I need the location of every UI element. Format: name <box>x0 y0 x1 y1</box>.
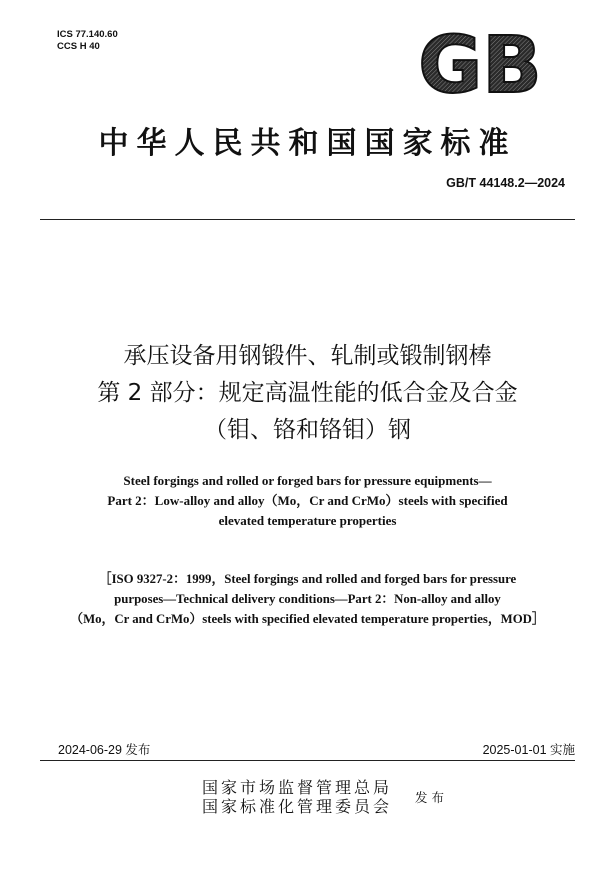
iso-reference <box>30 569 585 629</box>
iso-reference-line-2: purposes—Technical delivery conditions—Part 2：Non-alloy and alloy <box>114 592 501 606</box>
national-standard-title: 中华人民共和国国家标准 <box>98 126 517 161</box>
implementation-date: 2025-01-01 实施 <box>482 743 575 757</box>
ccs-code: CCS H 40 <box>57 41 100 52</box>
chinese-title-line-2: 第 2 部分：规定高温性能的低合金及合金 <box>97 380 518 406</box>
ics-code: ICS 77.140.60 <box>57 29 118 40</box>
chinese-title-line-1: 承压设备用钢锻件、轧制或锻制钢棒 <box>123 343 492 369</box>
gb-logo <box>412 26 548 100</box>
issue-date: 2024-06-29 发布 <box>58 743 151 757</box>
issuing-authorities <box>202 778 392 816</box>
english-title-line-2: Part 2：Low-alloy and alloy（Mo，Cr and CrMo）steels with specified <box>107 493 508 508</box>
iso-reference-line-1: ［ISO 9327-2：1999，Steel forgings and rolled and forged bars for pressure <box>98 572 517 586</box>
chinese-title-line-3: （钼、铬和铬钼）钢 <box>204 417 411 443</box>
english-title <box>30 471 585 531</box>
issuer-samr: 国家市场监督管理总局 <box>202 778 393 797</box>
classification-codes <box>57 29 118 53</box>
publish-label: 发布 <box>415 790 449 805</box>
english-title-line-1: Steel forgings and rolled or forged bars for pressure equipments— <box>123 473 492 488</box>
iso-reference-line-3: （Mo，Cr and CrMo）steels with specified elevated temperature properties，MOD］ <box>70 612 545 626</box>
standard-number: GB/T 44148.2—2024 <box>446 176 565 190</box>
english-title-line-3: elevated temperature properties <box>218 513 397 528</box>
chinese-title <box>30 338 585 449</box>
footer-divider <box>40 760 575 761</box>
header-divider <box>40 219 575 220</box>
gb-logo-text: GB <box>418 26 542 100</box>
issuer-sac: 国家标准化管理委员会 <box>202 797 393 816</box>
